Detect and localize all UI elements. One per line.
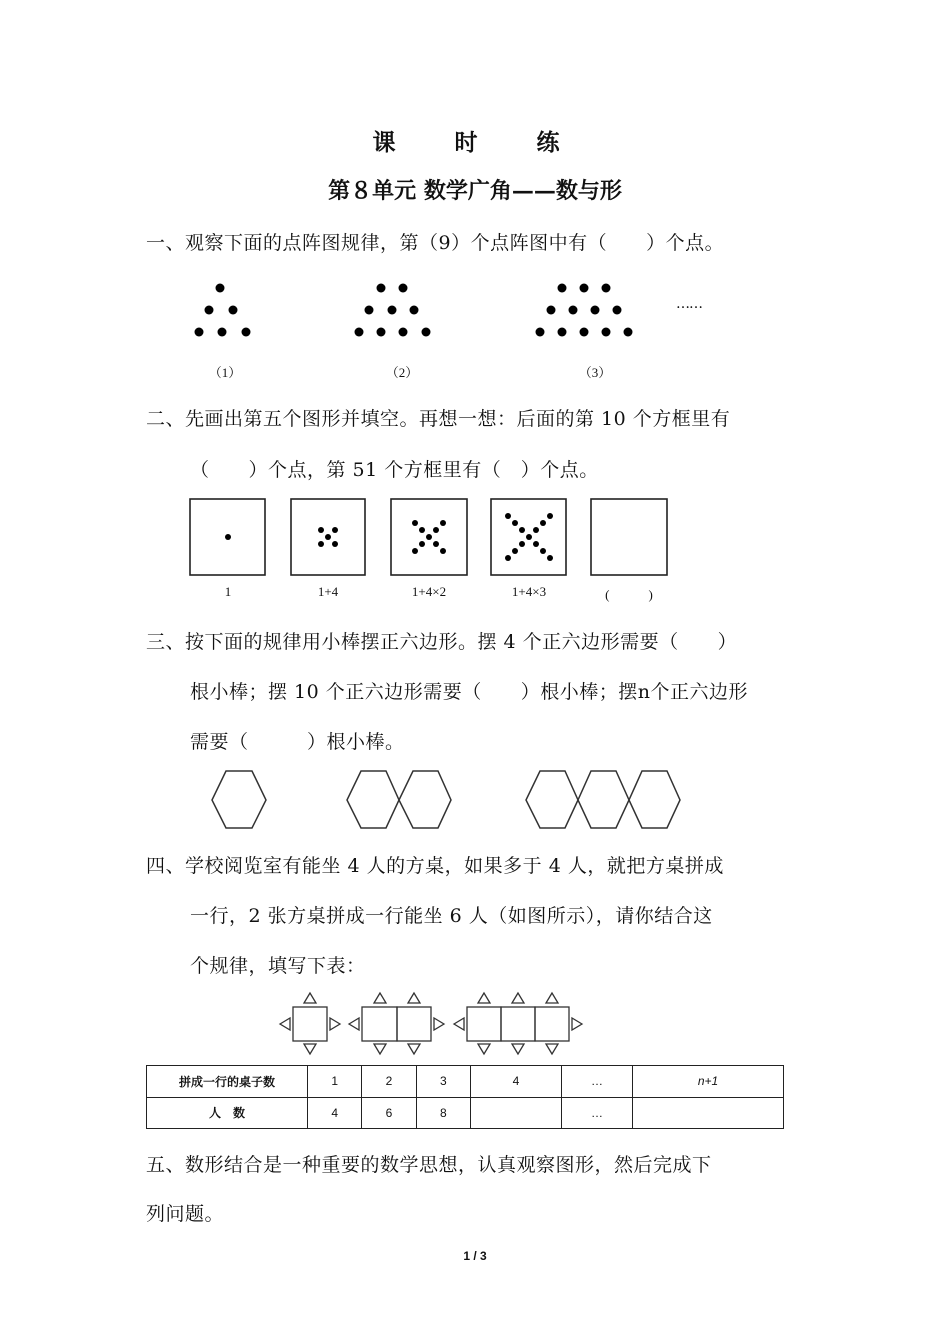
- dot: [580, 284, 589, 293]
- dot: [388, 306, 397, 315]
- hexagon: [399, 771, 451, 828]
- dot: [602, 284, 611, 293]
- q2-line1: 二、先画出第五个图形并填空。再想一想：后面的第 10 个方框里有: [146, 408, 731, 430]
- dot: [229, 306, 238, 315]
- q1-ellipsis: ……: [676, 296, 702, 312]
- page-number: 1 / 3: [463, 1249, 487, 1263]
- dot: [540, 520, 546, 526]
- table-square: [501, 1007, 535, 1041]
- table-square: [293, 1007, 327, 1041]
- dot: [433, 541, 439, 547]
- page-title: 课 时 练: [372, 129, 578, 156]
- table-cell-blank[interactable]: [470, 1097, 561, 1129]
- seat-triangle: [512, 993, 524, 1003]
- dot: [195, 328, 204, 337]
- dot: [399, 328, 408, 337]
- seat-triangle: [330, 1018, 340, 1030]
- hexagon: [629, 771, 680, 828]
- dot: [242, 328, 251, 337]
- dot: [602, 328, 611, 337]
- hexagon: [526, 771, 578, 828]
- table-square: [535, 1007, 569, 1041]
- dot: [318, 527, 324, 533]
- table-cell: 8: [416, 1097, 470, 1129]
- seat-triangle: [478, 993, 490, 1003]
- q2-caption-2: 1+4: [317, 584, 339, 599]
- seat-triangle: [374, 993, 386, 1003]
- dot: [547, 513, 553, 519]
- dot: [505, 513, 511, 519]
- table-header-cell: 拼成一行的桌子数: [147, 1066, 308, 1098]
- q5-line2: 列问题。: [146, 1203, 225, 1225]
- table-cell: 3: [416, 1066, 470, 1098]
- unit-subtitle: 第８单元 数学广角——数与形: [328, 178, 622, 204]
- seat-triangle: [304, 993, 316, 1003]
- q3-line2: 根小棒；摆 10 个正六边形需要（ ）根小棒；摆n个正六边形: [190, 681, 748, 703]
- dot: [519, 541, 525, 547]
- table-row: [147, 1097, 784, 1129]
- dot: [325, 534, 331, 540]
- table-square: [362, 1007, 397, 1041]
- seat-triangle: [408, 993, 420, 1003]
- hexagon: [578, 771, 629, 828]
- seat-triangle: [408, 1044, 420, 1054]
- seat-triangle: [280, 1018, 290, 1030]
- dot: [591, 306, 600, 315]
- dot: [512, 520, 518, 526]
- dot: [547, 555, 553, 561]
- dot: [580, 328, 589, 337]
- q4-line3: 个规律，填写下表：: [190, 955, 366, 977]
- q4-line1: 四、学校阅览室有能坐 4 人的方桌，如果多于 4 人，就把方桌拼成: [146, 855, 724, 877]
- q2-dot-boxes: [0, 497, 950, 587]
- q4-table-arrangement: [0, 990, 950, 1055]
- q4-line2: 一行，2 张方桌拼成一行能坐 6 人（如图所示），请你结合这: [190, 905, 713, 927]
- dot: [536, 328, 545, 337]
- dot: [547, 306, 556, 315]
- dot: [412, 520, 418, 526]
- table-cell: n+1: [632, 1066, 783, 1098]
- dot: [399, 284, 408, 293]
- q3-line1: 三、按下面的规律用小棒摆正六边形。摆 4 个正六边形需要（ ）: [146, 631, 738, 653]
- seat-triangle: [454, 1018, 464, 1030]
- dot: [318, 541, 324, 547]
- dot: [440, 520, 446, 526]
- table-cell: 6: [362, 1097, 416, 1129]
- dot: [412, 548, 418, 554]
- dot: [419, 541, 425, 547]
- dot: [410, 306, 419, 315]
- dot: [569, 306, 578, 315]
- q2-caption-1: 1: [224, 584, 232, 599]
- dot: [440, 548, 446, 554]
- dot: [225, 534, 231, 540]
- dot: [377, 328, 386, 337]
- q1-caption-3: （3）: [578, 365, 612, 380]
- dot: [624, 328, 633, 337]
- hexagon: [347, 771, 399, 828]
- dot: [422, 328, 431, 337]
- dot: [526, 534, 532, 540]
- q1-caption-1: （1）: [208, 365, 242, 380]
- table-cell: …: [561, 1097, 632, 1129]
- dot: [558, 284, 567, 293]
- table-row: [147, 1066, 784, 1098]
- dot: [332, 541, 338, 547]
- seat-triangle: [572, 1018, 582, 1030]
- dot: [419, 527, 425, 533]
- dot: [613, 306, 622, 315]
- q1-caption-2: （2）: [385, 365, 419, 380]
- dot: [558, 328, 567, 337]
- q3-hexagon-chains: [0, 767, 950, 837]
- table-cell: 1: [308, 1066, 362, 1098]
- seat-triangle: [374, 1044, 386, 1054]
- dot: [433, 527, 439, 533]
- table-square: [397, 1007, 431, 1041]
- table-cell: 4: [308, 1097, 362, 1129]
- table-header-cell: 人 数: [147, 1097, 308, 1129]
- dot: [512, 548, 518, 554]
- dot: [355, 328, 364, 337]
- q1-dot-triangles: [0, 276, 950, 346]
- dot: [540, 548, 546, 554]
- seat-triangle: [546, 1044, 558, 1054]
- seat-triangle: [478, 1044, 490, 1054]
- seat-triangle: [349, 1018, 359, 1030]
- dot: [205, 306, 214, 315]
- table-cell: 4: [470, 1066, 561, 1098]
- seat-triangle: [434, 1018, 444, 1030]
- seating-table: [146, 1065, 784, 1129]
- table-square: [467, 1007, 501, 1041]
- dot: [332, 527, 338, 533]
- table-cell: …: [561, 1066, 632, 1098]
- dot: [519, 527, 525, 533]
- q5-line1: 五、数形结合是一种重要的数学思想，认真观察图形，然后完成下: [146, 1154, 712, 1176]
- q3-line3: 需要（ ）根小棒。: [190, 731, 405, 753]
- seat-triangle: [512, 1044, 524, 1054]
- q2-caption-4: 1+4×3: [511, 584, 547, 599]
- dot: [216, 284, 225, 293]
- q1-text: 一、观察下面的点阵图规律，第（9）个点阵图中有（ ）个点。: [146, 232, 725, 254]
- q2-caption-3: 1+4×2: [411, 584, 447, 599]
- dot: [365, 306, 374, 315]
- seat-triangle: [304, 1044, 316, 1054]
- hexagon: [212, 771, 266, 828]
- table-cell-blank[interactable]: [632, 1097, 783, 1129]
- dot: [218, 328, 227, 337]
- q2-caption-5: ( ): [605, 587, 653, 602]
- box-5-empty: [591, 499, 667, 575]
- table-cell: 2: [362, 1066, 416, 1098]
- dot: [426, 534, 432, 540]
- seat-triangle: [546, 993, 558, 1003]
- dot: [533, 541, 539, 547]
- dot: [505, 555, 511, 561]
- dot: [377, 284, 386, 293]
- dot: [533, 527, 539, 533]
- q2-line2: （ ）个点，第 51 个方框里有（ ）个点。: [190, 459, 599, 481]
